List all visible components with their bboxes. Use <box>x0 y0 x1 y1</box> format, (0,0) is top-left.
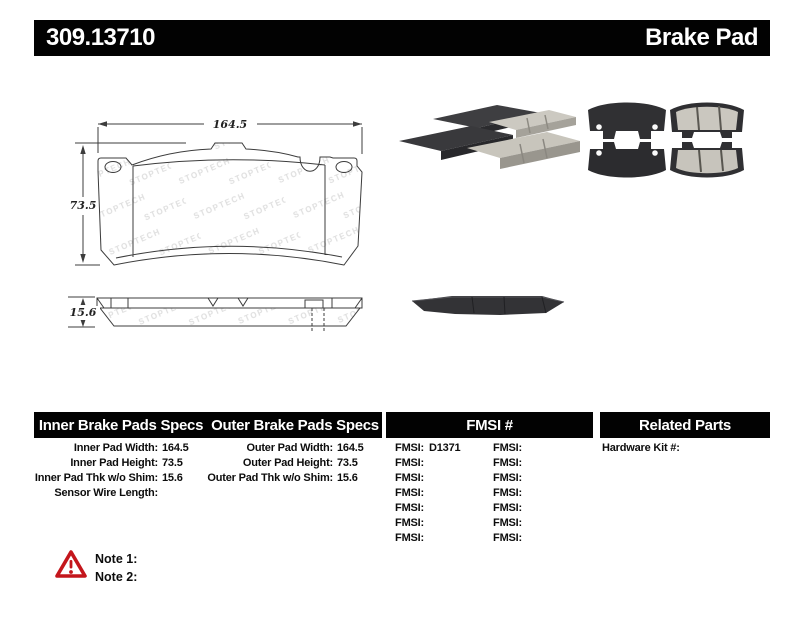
fmsi-row <box>386 516 593 531</box>
fmsi-label: FMSI: <box>395 442 424 454</box>
pad-hole <box>652 150 658 156</box>
pad-friction-face <box>676 107 738 130</box>
fmsi-row <box>386 441 593 456</box>
fmsi-value <box>522 487 527 499</box>
spec-label: Outer Pad Width: <box>246 442 333 454</box>
fmsi-value <box>522 532 527 544</box>
fmsi-label: FMSI: <box>395 532 424 544</box>
spec-value: 164.5 <box>162 442 189 454</box>
related-parts-header <box>600 412 770 438</box>
fmsi-row <box>386 501 593 516</box>
friction-edge <box>100 308 360 326</box>
fmsi-title: FMSI # <box>466 416 513 434</box>
spec-label: Inner Pad Width: <box>73 442 158 454</box>
pad-back <box>588 103 666 140</box>
fmsi-label: FMSI: <box>493 472 522 484</box>
arrowhead <box>98 121 107 127</box>
inner-spec-row <box>34 486 162 501</box>
inner-spec-row <box>34 456 183 471</box>
thickness-dimension-label: 15.6 <box>69 306 97 319</box>
fmsi-value <box>522 442 527 454</box>
fmsi-value <box>522 517 527 529</box>
inner-spec-row <box>34 441 189 456</box>
pad-friction-face <box>676 150 738 173</box>
fmsi-label: FMSI: <box>395 517 424 529</box>
fmsi-label: FMSI: <box>493 487 522 499</box>
spec-label: Inner Pad Thk w/o Shim: <box>34 472 158 484</box>
spec-value: 73.5 <box>337 457 358 469</box>
part-number: 309.13710 <box>46 24 155 51</box>
front-view-drawing <box>98 143 362 265</box>
product-photo-flat <box>588 103 744 178</box>
fmsi-label: FMSI: <box>493 517 522 529</box>
fmsi-label: FMSI: <box>493 502 522 514</box>
arrowhead <box>81 298 86 305</box>
fmsi-label: FMSI: <box>493 442 522 454</box>
warning-triangle-icon <box>55 548 87 580</box>
pad-back <box>588 142 666 178</box>
related-parts-row <box>602 441 684 456</box>
fmsi-value <box>522 502 527 514</box>
side-view-drawing <box>97 298 362 332</box>
pad-hole <box>596 150 602 156</box>
fmsi-label: FMSI: <box>395 457 424 469</box>
spec-label: Outer Pad Height: <box>242 457 333 469</box>
spec-label: Outer Pad Thk w/o Shim: <box>207 472 333 484</box>
backplate-edge <box>97 298 362 308</box>
fmsi-row <box>386 531 593 546</box>
product-type-title: Brake Pad <box>645 24 758 51</box>
arrowhead <box>81 320 86 327</box>
fmsi-label: FMSI: <box>493 457 522 469</box>
fmsi-row <box>386 486 593 501</box>
arrowhead <box>353 121 362 127</box>
spec-value: 73.5 <box>162 457 183 469</box>
outer-spec-row <box>207 441 364 456</box>
spec-label: Sensor Wire Length: <box>54 487 158 499</box>
arrowhead <box>80 145 85 154</box>
outer-spec-row <box>207 471 358 486</box>
header-bar <box>34 20 770 56</box>
product-photo-edge <box>412 296 564 315</box>
height-dimension-label: 73.5 <box>69 199 97 212</box>
spec-value <box>680 442 684 454</box>
outer-spec-row <box>207 456 358 471</box>
fmsi-label: FMSI: <box>395 472 424 484</box>
fmsi-table-header <box>386 412 593 438</box>
specs-table-header <box>34 412 382 438</box>
fmsi-row <box>386 456 593 471</box>
related-parts-title: Related Parts <box>639 416 731 434</box>
fmsi-value <box>522 457 527 469</box>
width-dimension-label: 164.5 <box>212 118 248 131</box>
spec-value: 164.5 <box>337 442 364 454</box>
dimension-thickness <box>66 297 100 327</box>
fmsi-label: FMSI: <box>493 532 522 544</box>
spec-label: Inner Pad Height: <box>70 457 158 469</box>
spec-label: Hardware Kit #: <box>602 442 680 454</box>
fmsi-row <box>386 471 593 486</box>
spec-value <box>158 487 162 499</box>
note-1: Note 1: <box>95 552 138 566</box>
arrowhead <box>80 254 85 263</box>
spec-value: 15.6 <box>162 472 183 484</box>
fmsi-label: FMSI: <box>395 487 424 499</box>
fmsi-value: D1371 <box>429 442 461 454</box>
pad-hole <box>652 124 658 130</box>
inner-spec-row <box>34 471 183 486</box>
pad-hole <box>596 124 602 130</box>
fmsi-value <box>522 472 527 484</box>
technical-drawing <box>0 85 800 355</box>
product-photo-angled <box>399 105 580 169</box>
inner-specs-title: Inner Brake Pads Specs <box>38 416 204 434</box>
spec-value: 15.6 <box>337 472 358 484</box>
outer-specs-title: Outer Brake Pads Specs <box>211 416 379 434</box>
fmsi-label: FMSI: <box>395 502 424 514</box>
note-2: Note 2: <box>95 570 138 584</box>
